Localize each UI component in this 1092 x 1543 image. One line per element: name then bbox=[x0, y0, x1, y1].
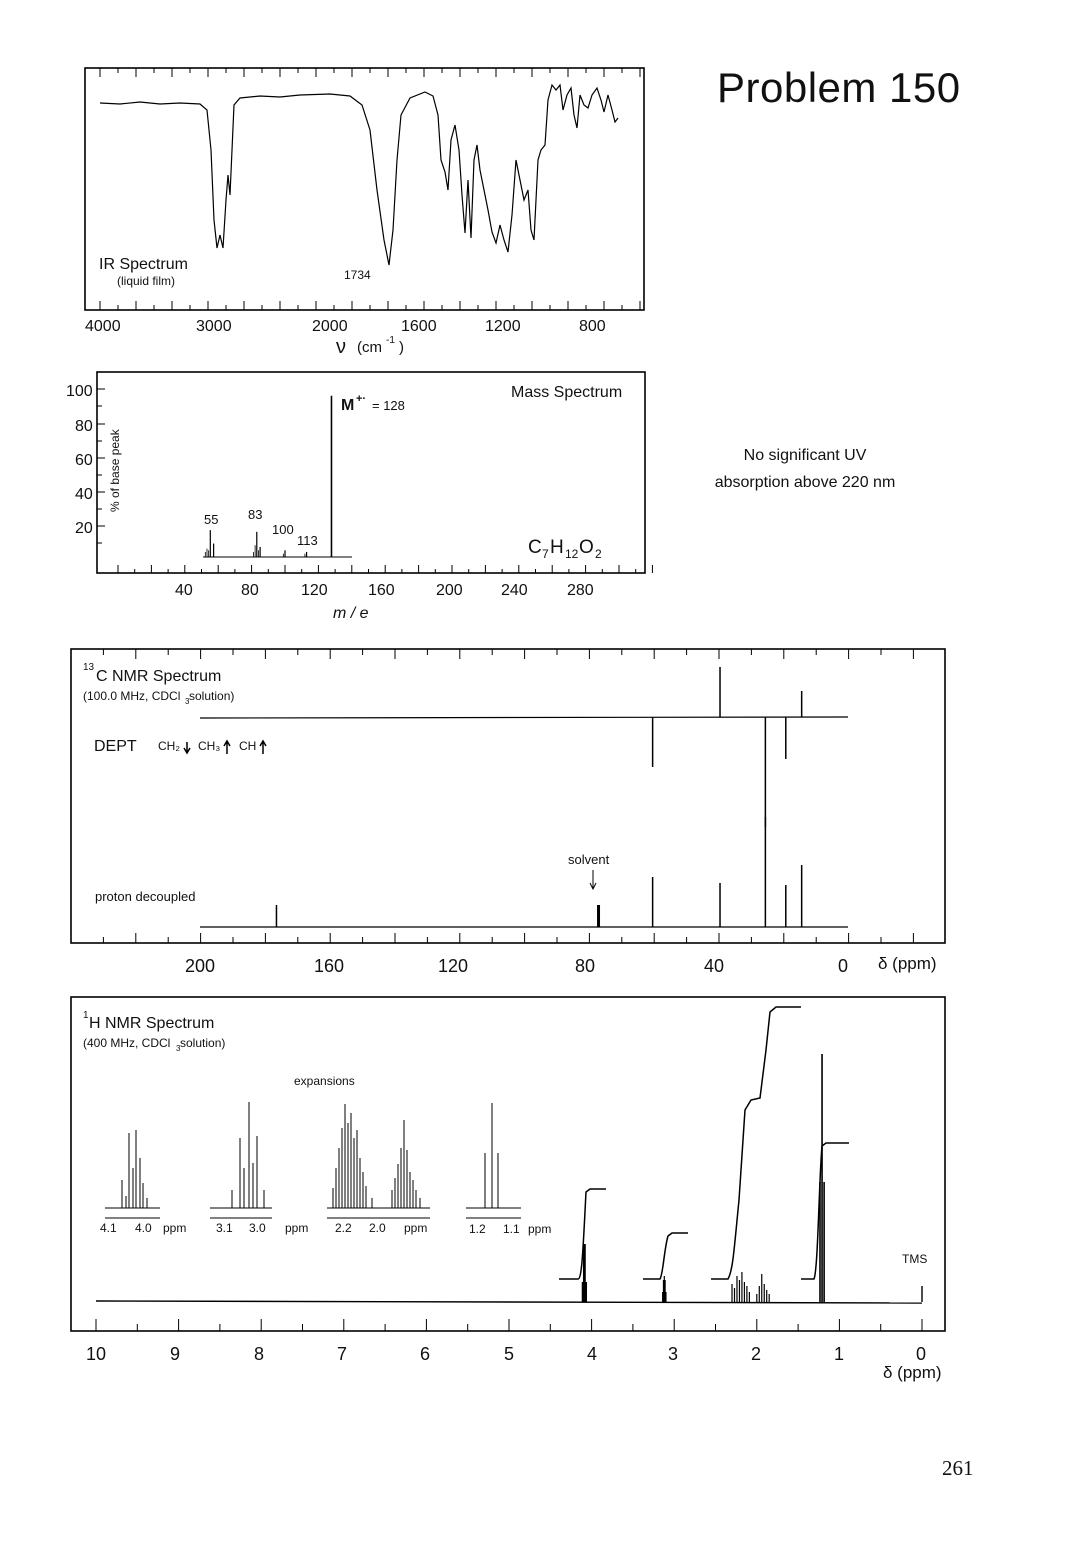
ir-axis-unit: (cm bbox=[357, 339, 382, 356]
ms-xtick-160: 160 bbox=[368, 582, 395, 599]
uv-note-line1: No significant UV bbox=[743, 447, 867, 464]
ms-ytick-40: 40 bbox=[75, 486, 93, 503]
h1-xtick-10: 10 bbox=[86, 1344, 107, 1364]
c13-xtick-160: 160 bbox=[314, 956, 345, 976]
h1-exp3-unit: ppm bbox=[404, 1221, 428, 1235]
ir-axis-sup: -1 bbox=[386, 335, 395, 346]
h1-xtick-0: 0 bbox=[916, 1344, 927, 1364]
h1-exp2-unit: ppm bbox=[285, 1221, 309, 1235]
ir-axis-close: ) bbox=[399, 339, 404, 356]
c13-solvent-label: solvent bbox=[568, 852, 610, 867]
h1-exp4-t2: 1.1 bbox=[503, 1222, 520, 1236]
c13-label-sup: 13 bbox=[83, 662, 95, 673]
h1-xtick-2: 2 bbox=[751, 1344, 762, 1364]
ir-tick-1200: 1200 bbox=[485, 318, 521, 335]
h1-exp3-t2: 2.0 bbox=[369, 1221, 386, 1235]
ms-formula-h: H bbox=[550, 537, 564, 558]
c13-xtick-0: 0 bbox=[838, 956, 849, 976]
c13-xtick-120: 120 bbox=[438, 956, 469, 976]
ms-peak-label-55: 55 bbox=[204, 512, 219, 527]
h1-conditions-b: solution) bbox=[180, 1036, 226, 1050]
ms-ytick-80: 80 bbox=[75, 418, 93, 435]
c13-conditions-sub: 3 bbox=[185, 697, 190, 706]
ir-label: IR Spectrum bbox=[99, 256, 188, 273]
h1-axis-label: δ (ppm) bbox=[883, 1363, 942, 1382]
h1-exp2-t1: 3.1 bbox=[216, 1221, 233, 1235]
c13-conditions-b: solution) bbox=[189, 689, 235, 703]
ms-label: Mass Spectrum bbox=[511, 384, 623, 401]
ms-formula-c-n: 7 bbox=[542, 547, 549, 561]
c13-axis-label: δ (ppm) bbox=[878, 954, 937, 973]
ms-peak-label-113: 113 bbox=[297, 533, 318, 548]
c13-xtick-40: 40 bbox=[704, 956, 725, 976]
ir-tick-800: 800 bbox=[579, 318, 606, 335]
h1-label-sup: 1 bbox=[83, 1010, 89, 1021]
h1-xtick-4: 4 bbox=[587, 1344, 598, 1364]
page-number: 261 bbox=[942, 1456, 974, 1480]
h1-conditions-sub: 3 bbox=[176, 1044, 181, 1053]
ms-xtick-80: 80 bbox=[241, 582, 259, 599]
h1-exp3-t1: 2.2 bbox=[335, 1221, 352, 1235]
ms-formula-c: C bbox=[528, 537, 542, 558]
h1-baseline bbox=[96, 1301, 922, 1303]
ir-axis-nu: ν bbox=[336, 336, 346, 358]
c13-dept-label: DEPT bbox=[94, 738, 137, 755]
c13-conditions-a: (100.0 MHz, CDCl bbox=[83, 689, 181, 703]
ms-formula-o: O bbox=[579, 537, 594, 558]
ms-peak-label-83: 83 bbox=[248, 507, 263, 522]
ms-xtick-200: 200 bbox=[436, 582, 463, 599]
ms-mion-symbol: M bbox=[341, 397, 355, 414]
ir-peak-label: 1734 bbox=[344, 268, 371, 282]
h1-exp1-t2: 4.0 bbox=[135, 1221, 152, 1235]
ir-tick-4000: 4000 bbox=[85, 318, 121, 335]
h1-exp1-t1: 4.1 bbox=[100, 1221, 117, 1235]
ms-xtick-280: 280 bbox=[567, 582, 594, 599]
ms-xtick-240: 240 bbox=[501, 582, 528, 599]
c13-dept-ch: CH bbox=[239, 739, 257, 753]
ms-xtick-40: 40 bbox=[175, 582, 193, 599]
ms-peak-label-100: 100 bbox=[272, 522, 294, 537]
ms-xtick-120: 120 bbox=[301, 582, 328, 599]
c13-dept-ch2: CH₂ bbox=[158, 739, 180, 753]
ms-ytick-20: 20 bbox=[75, 520, 93, 537]
h1-xtick-3: 3 bbox=[668, 1344, 679, 1364]
h1-xtick-7: 7 bbox=[337, 1344, 348, 1364]
ir-tick-2000: 2000 bbox=[312, 318, 348, 335]
h1-ticks bbox=[96, 1319, 922, 1331]
ir-tick-3000: 3000 bbox=[196, 318, 232, 335]
h1-label: H NMR Spectrum bbox=[89, 1015, 215, 1032]
h1-expansions-label: expansions bbox=[294, 1074, 355, 1088]
h1-exp4-t1: 1.2 bbox=[469, 1222, 486, 1236]
ir-sublabel: (liquid film) bbox=[117, 274, 176, 288]
h1-exp2-t2: 3.0 bbox=[249, 1221, 266, 1235]
ms-formula-h-n: 12 bbox=[565, 547, 579, 561]
ms-ytick-100: 100 bbox=[66, 383, 93, 400]
h1-integral-curve bbox=[801, 1143, 849, 1279]
ms-xlabel: m / e bbox=[333, 605, 369, 622]
ms-ytick-60: 60 bbox=[75, 452, 93, 469]
h1-xtick-6: 6 bbox=[420, 1344, 431, 1364]
h1-xtick-5: 5 bbox=[504, 1344, 515, 1364]
c13-xtick-80: 80 bbox=[575, 956, 596, 976]
h1-integral-curve bbox=[643, 1233, 688, 1279]
h1-exp1-unit: ppm bbox=[163, 1221, 187, 1235]
h1-integral-curve bbox=[559, 1189, 606, 1279]
uv-note-line2: absorption above 220 nm bbox=[714, 474, 896, 491]
h1-conditions-a: (400 MHz, CDCl bbox=[83, 1036, 171, 1050]
h1-xtick-8: 8 bbox=[254, 1344, 265, 1364]
h1-xtick-9: 9 bbox=[170, 1344, 181, 1364]
h1-expansions bbox=[105, 1102, 521, 1218]
c13-xtick-200: 200 bbox=[185, 956, 216, 976]
ir-tick-1600: 1600 bbox=[401, 318, 437, 335]
h1-peaks bbox=[583, 1054, 922, 1302]
c13-decoupled-label: proton decoupled bbox=[95, 889, 196, 904]
ms-ylabel: % of base peak bbox=[108, 429, 122, 512]
ms-formula-o-n: 2 bbox=[595, 547, 602, 561]
ms-mion-sup: +· bbox=[356, 393, 367, 405]
c13-label: C NMR Spectrum bbox=[96, 668, 222, 685]
h1-integrals bbox=[559, 1007, 849, 1279]
h1-integral-curve bbox=[711, 1007, 801, 1279]
ms-mion-text: = 128 bbox=[372, 398, 405, 413]
h1-exp4-unit: ppm bbox=[528, 1222, 552, 1236]
problem-title: Problem 150 bbox=[717, 64, 961, 111]
h1-xtick-1: 1 bbox=[834, 1344, 845, 1364]
h1-tms-label: TMS bbox=[902, 1252, 928, 1266]
c13-dept-ch3: CH₃ bbox=[198, 739, 221, 753]
